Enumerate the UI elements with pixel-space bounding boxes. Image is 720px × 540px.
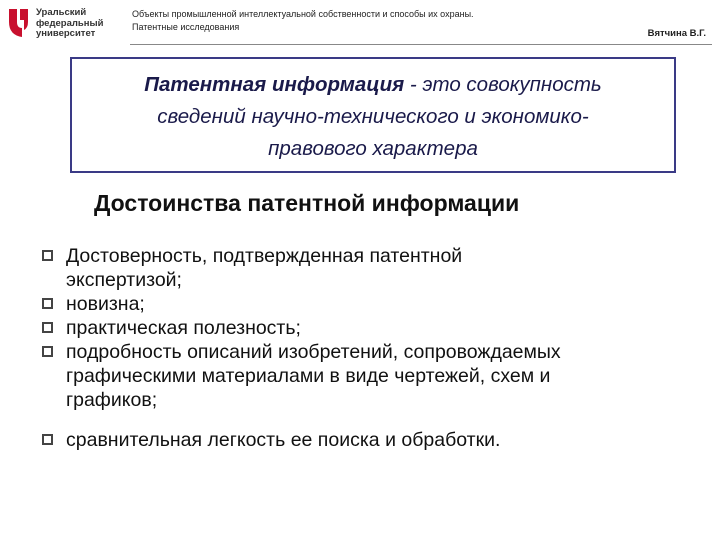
list-item-line: графиков; xyxy=(66,389,158,411)
definition-line-1 xyxy=(72,69,674,101)
list-item-line: Достоверность, подтвержденная патентной xyxy=(66,245,463,267)
logo-line: Уральский xyxy=(36,7,87,18)
list-item-line: практическая полезность; xyxy=(66,317,301,339)
header-line-1: Объекты промышленной интеллектуальной собственности и способы их охраны. xyxy=(132,9,474,19)
list-item xyxy=(14,340,704,412)
definition-line-2: сведений научно-технического и экономико- xyxy=(157,105,589,128)
list-item-line: подробность описаний изобретений, сопровождаемых xyxy=(66,341,561,363)
logo-text xyxy=(36,8,103,40)
university-logo xyxy=(8,6,128,42)
definition-box xyxy=(70,57,676,173)
square-bullet-icon xyxy=(42,298,53,309)
square-bullet-icon xyxy=(42,346,53,357)
definition-term: Патентная информация xyxy=(144,73,405,96)
square-bullet-icon xyxy=(42,434,53,445)
definition-line-3: правового характера xyxy=(268,137,478,160)
header-line-2: Патентные исследования xyxy=(132,22,240,32)
header-divider xyxy=(130,44,712,45)
square-bullet-icon xyxy=(42,322,53,333)
logo-line: федеральный xyxy=(36,17,104,29)
list-item xyxy=(14,244,704,292)
square-bullet-icon xyxy=(42,250,53,261)
list-item xyxy=(14,428,704,452)
list-item-line: сравнительная легкость ее поиска и обработки. xyxy=(66,429,501,451)
section-title: Достоинства патентной информации xyxy=(94,190,520,216)
ural-logo-icon xyxy=(8,8,30,38)
advantages-list xyxy=(14,244,704,452)
header-subtitle xyxy=(132,8,474,34)
list-item-line: экспертизой; xyxy=(66,269,182,291)
list-item xyxy=(14,316,704,340)
logo-line: университет xyxy=(36,28,96,39)
definition-rest: - это совокупность xyxy=(404,73,602,96)
header-author: Вятчина В.Г. xyxy=(647,28,706,39)
list-item-line: новизна; xyxy=(66,293,145,315)
list-item xyxy=(14,292,704,316)
list-item-line: графическими материалами в виде чертежей, схем и xyxy=(66,365,551,387)
